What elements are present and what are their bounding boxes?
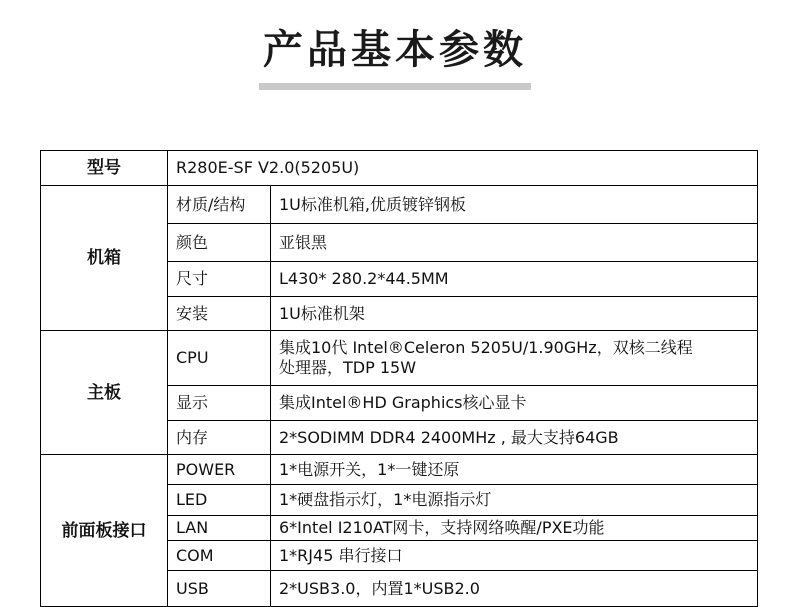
model-label: 型号 bbox=[41, 151, 168, 186]
row-key: LAN bbox=[168, 516, 271, 541]
table-row bbox=[41, 186, 758, 224]
group-label-front-panel: 前面板接口 bbox=[41, 455, 168, 607]
row-value: L430* 280.2*44.5MM bbox=[271, 262, 758, 297]
table-row bbox=[41, 151, 758, 186]
row-value: 1*RJ45 串行接口 bbox=[271, 541, 758, 571]
row-key: 颜色 bbox=[168, 224, 271, 262]
row-key: 内存 bbox=[168, 421, 271, 455]
spec-table bbox=[40, 150, 758, 607]
model-value: R280E-SF V2.0(5205U) bbox=[168, 151, 758, 186]
row-value: 2*SODIMM DDR4 2400MHz , 最大支持64GB bbox=[271, 421, 758, 455]
row-value: 1U标准机架 bbox=[271, 297, 758, 331]
group-label-mainboard: 主板 bbox=[41, 331, 168, 455]
table-row bbox=[41, 331, 758, 386]
row-value: 6*Intel I210AT网卡，支持网络唤醒/PXE功能 bbox=[271, 516, 758, 541]
row-key: USB bbox=[168, 571, 271, 607]
row-key: 显示 bbox=[168, 386, 271, 421]
table-row bbox=[41, 455, 758, 485]
row-value: 亚银黑 bbox=[271, 224, 758, 262]
row-value: 集成Intel®HD Graphics核心显卡 bbox=[271, 386, 758, 421]
row-key: POWER bbox=[168, 455, 271, 485]
row-value: 集成10代 Intel®Celeron 5205U/1.90GHz，双核二线程 处理器，TDP 15W bbox=[271, 331, 758, 386]
row-key: 安装 bbox=[168, 297, 271, 331]
row-key: LED bbox=[168, 485, 271, 516]
title-underline bbox=[259, 83, 531, 90]
row-key: COM bbox=[168, 541, 271, 571]
row-key: 尺寸 bbox=[168, 262, 271, 297]
page-title: 产品基本参数 bbox=[263, 27, 527, 73]
row-key: CPU bbox=[168, 331, 271, 386]
row-value: 2*USB3.0，内置1*USB2.0 bbox=[271, 571, 758, 607]
group-label-chassis: 机箱 bbox=[41, 186, 168, 331]
row-value: 1U标准机箱,优质镀锌钢板 bbox=[271, 186, 758, 224]
row-value: 1*硬盘指示灯，1*电源指示灯 bbox=[271, 485, 758, 516]
row-key: 材质/结构 bbox=[168, 186, 271, 224]
row-value: 1*电源开关，1*一键还原 bbox=[271, 455, 758, 485]
